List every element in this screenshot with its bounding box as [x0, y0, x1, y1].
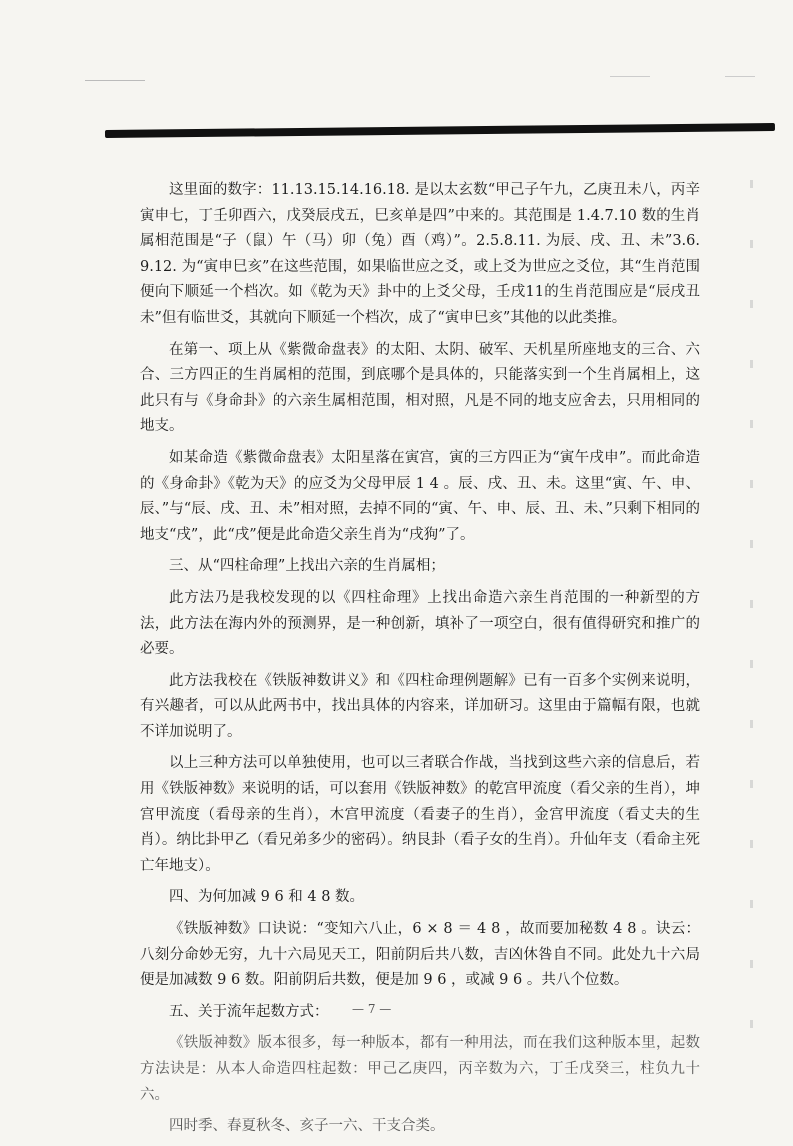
scan-edge-marks	[750, 180, 753, 1060]
paragraph-versions: 《铁版神数》版本很多，每一种版本，都有一种用法，而在我们这种版本里，起数方法诀是：从本人命造四柱起数：甲己乙庚四，丙辛数为六，丁壬戊癸三，柱负九十六。	[140, 1035, 700, 1103]
paragraph-references: 此方法我校在《铁版神数讲义》和《四柱命理例题解》已有一百多个实例来说明，有兴趣者，可以从此两书中，找出具体的内容来，详加研习。这里由于篇幅有限，也就不详加说明了。	[140, 672, 700, 740]
scan-artifact-line	[85, 80, 145, 81]
section-heading-five: 五、关于流年起数方式：	[169, 1003, 329, 1020]
body-text	[140, 178, 700, 1146]
paragraph-formula: 《铁版神数》口诀说：“变知六八止，6 × 8 ＝ 4 8 ，故而要加秘数 4 8 。诀云：八刻分命妙无穷，九十六局见天工，阳前阴后共八数，吉凶休咎自不同。此处九十六局便是加减数 9 6 数。阳前阴后共数，便是加 9 6 ，或减 9 6 。共八个位数。	[140, 921, 700, 989]
section-heading-four: 四、为何加减 9 6 和 4 8 数。	[169, 889, 365, 906]
paragraph-example: 如某命造《紫微命盘表》太阳星落在寅宫，寅的三方四正为“寅午戌申”。而此命造的《身命卦》《乾为天》的应爻为父母甲辰 1 4 。辰、戌、丑、未。这里“寅、午、申、辰、”与“辰、戌、丑、未”相对照，去掉不同的“寅、午、申、辰、丑、未、”只剩下相同的地支“戌”，此“戌”便是此命造父亲生肖为“戌狗”了。	[140, 449, 700, 543]
paragraph-faded-line: 四时季、春夏秋冬、亥子一六、干支合类。	[169, 1118, 445, 1135]
section-heading-three: 三、从“四柱命理”上找出六亲的生肖属相；	[169, 558, 445, 575]
paragraph-first-item: 在第一、项上从《紫微命盘表》的太阳、太阴、破军、天机星所座地支的三合、六合、三方四正的生肖属相的范围，到底哪个是具体的，只能落实到一个生肖属相上，这此只有与《身命卦》的六亲生属相范围，相对照，凡是不同的地支应舍去，只用相同的地支。	[140, 341, 700, 435]
paragraph-combined-methods: 以上三种方法可以单独使用，也可以三者联合作战，当找到这些六亲的信息后，若用《铁版神数》来说明的话，可以套用《铁版神数》的乾宫甲流度（看父亲的生肖），坤宫甲流度（看母亲的生肖），木宫甲流度（看妻子的生肖），金宫甲流度（看丈夫的生肖）。纳比卦甲乙（看兄弟多少的密码）。纳艮卦（看子女的生肖）。升仙年支（看命主死亡年地支）。	[140, 755, 700, 874]
scan-artifact-line	[610, 76, 650, 77]
paragraph-method: 此方法乃是我校发现的以《四柱命理》上找出命造六亲生肖范围的一种新型的方法，此方法在海内外的预测界，是一种创新，填补了一项空白，很有值得研究和推广的必要。	[140, 589, 700, 658]
header-rule	[105, 123, 775, 138]
paragraph-zodiac-numbers: 这里面的数字：11.13.15.14.16.18. 是以太玄数“甲己子午九，乙庚丑未八，丙辛寅申七，丁壬卯酉六，戊癸辰戌五，巳亥单是四”中来的。其范围是 1.4.7.10 数的生肖属相范围是“子（鼠）午（马）卯（兔）酉（鸡）”。2.5.8.11. 为辰、戌、丑、未”3.6.9.12. 为“寅申巳亥”在这些范围，如果临世应之爻，或上爻为世应之爻位，其“生肖范围便向下顺延一个档次。如《乾为天》卦中的上爻父母，壬戌11的生肖范围应是“辰戌丑未”但有临世爻，其就向下顺延一个档次，成了“寅申巳亥”其他的以此类推。	[140, 182, 700, 326]
scan-artifact-line	[725, 76, 755, 77]
page-number: — 7 —	[352, 1002, 392, 1016]
